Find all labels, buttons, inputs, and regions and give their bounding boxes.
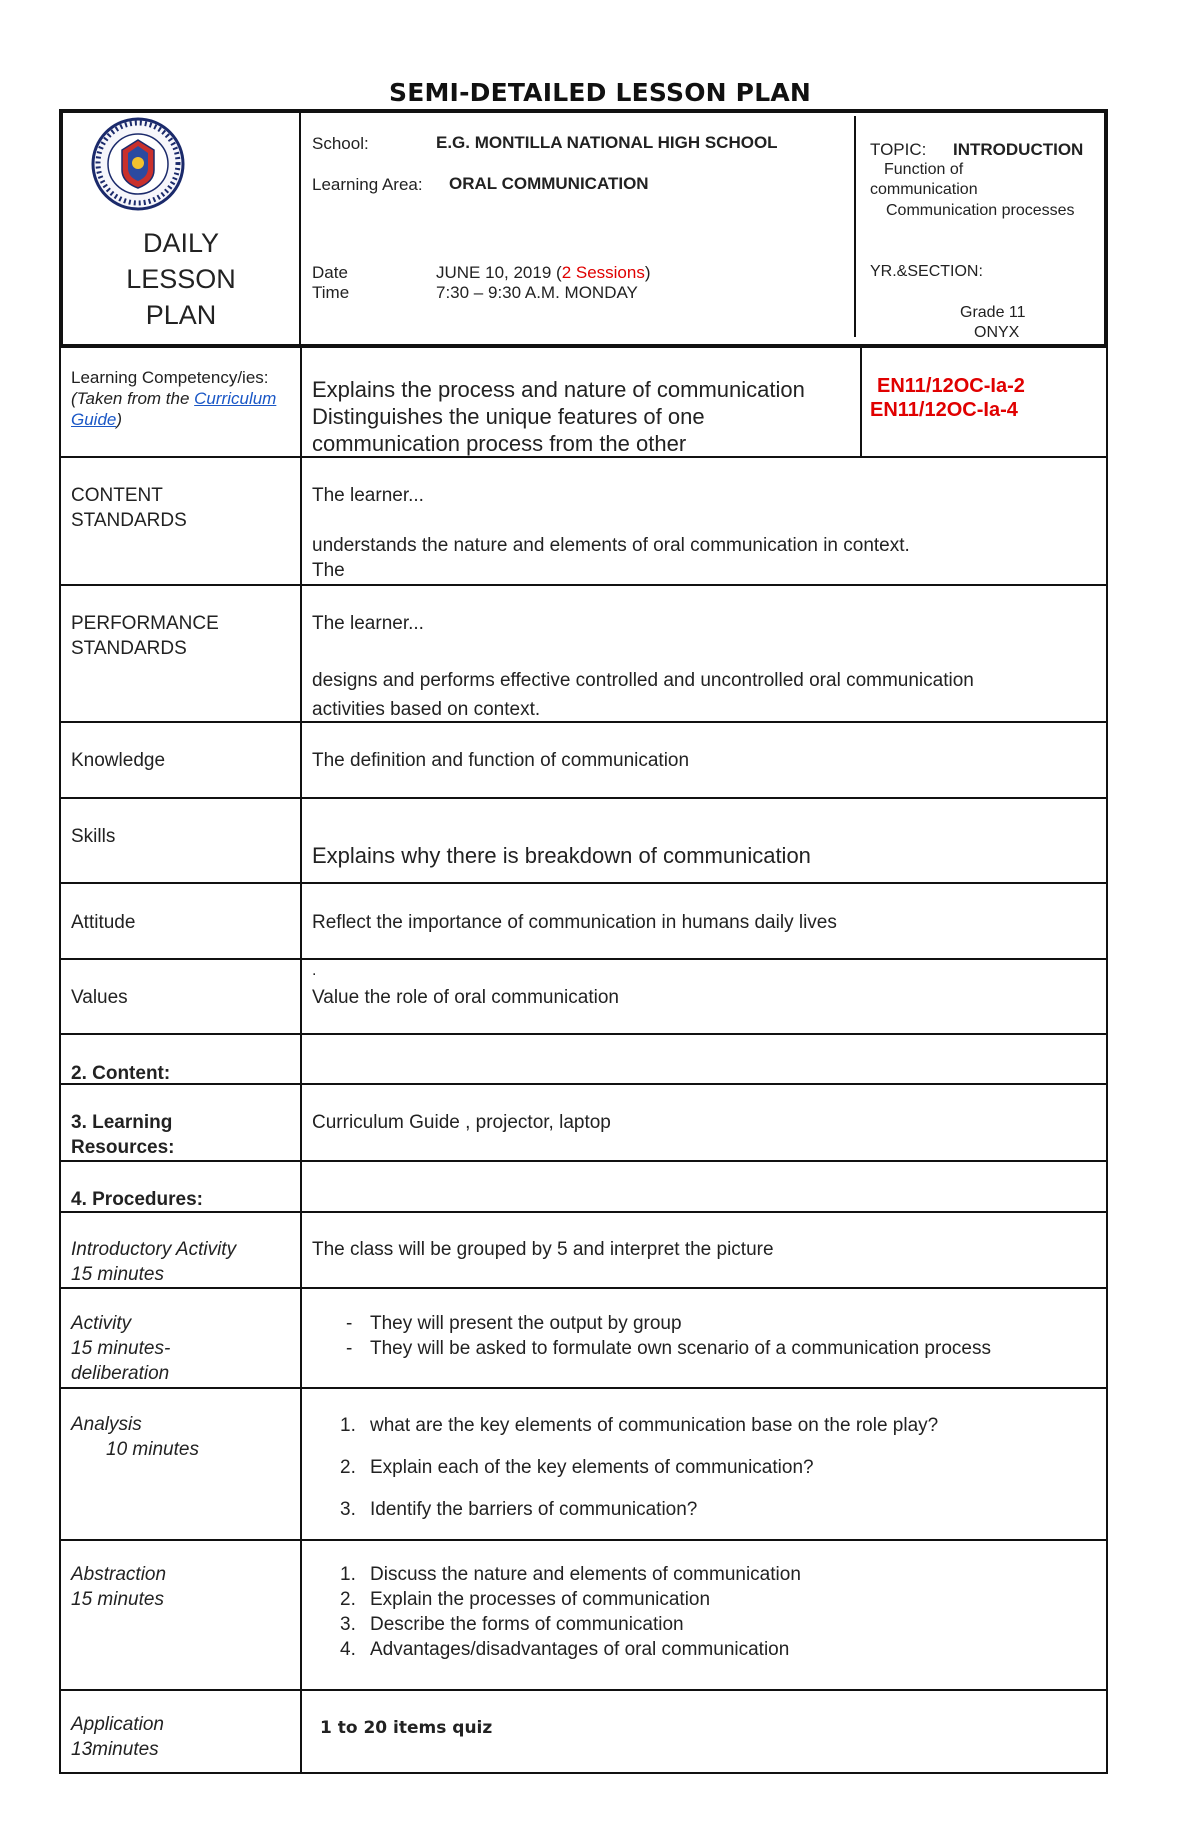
row-line (59, 1033, 1108, 1035)
row-line (59, 1387, 1108, 1389)
resources-value: Curriculum Guide , projector, laptop (312, 1112, 611, 1133)
topic-value: INTRODUCTION (953, 140, 1084, 159)
date-value (436, 263, 651, 283)
time-value: 7:30 – 9:30 A.M. MONDAY (436, 283, 638, 302)
abstraction-label: Abstraction (71, 1564, 167, 1585)
abstraction-item-text: Describe the forms of communication (370, 1614, 684, 1635)
knowledge-value: The definition and function of communication (312, 750, 690, 771)
row-line (59, 797, 1108, 799)
competency-line-2: Distinguishes the unique features of one (312, 404, 705, 429)
competency-code-2: EN11/12OC-Ia-4 (870, 399, 1018, 421)
abstraction-item-text: Discuss the nature and elements of communication (370, 1564, 801, 1585)
analysis-time: 10 minutes (106, 1439, 199, 1460)
values-dot: . (312, 962, 317, 979)
row-line (59, 882, 1108, 884)
performance-standards-line-3: activities based on context. (312, 699, 541, 720)
activity-list (300, 1311, 1100, 1361)
introductory-value: The class will be grouped by 5 and interpret the picture (312, 1239, 774, 1260)
competency-line-3: communication process from the other (312, 431, 687, 456)
analysis-item-text: Explain each of the key elements of communication? (370, 1457, 814, 1478)
competency-label: Learning Competency/ies: (71, 368, 269, 387)
activity-item-text: They will be asked to formulate own scenario of a communication process (370, 1338, 991, 1359)
abstraction-time: 15 minutes (71, 1589, 164, 1610)
row-line (59, 1160, 1108, 1162)
row-line (59, 721, 1108, 723)
grade-value: Grade 11 (960, 304, 1026, 321)
section-value: ONYX (974, 324, 1020, 341)
learning-area-label: Learning Area: (312, 175, 423, 194)
page-title: SEMI-DETAILED LESSON PLAN (389, 78, 811, 107)
header-divider-2 (854, 116, 856, 337)
competency-sub-suffix: ) (116, 410, 123, 429)
competency-sub-prefix: (Taken from the (71, 389, 195, 408)
resources-label-2: Resources: (71, 1137, 175, 1158)
activity-time-1: 15 minutes- (71, 1338, 171, 1359)
row-line (59, 1211, 1108, 1213)
row-line (59, 958, 1108, 960)
row-line (59, 1083, 1108, 1085)
list-item: 1. what are the key elements of communication base on the role play? (340, 1415, 939, 1436)
performance-standards-label-2: STANDARDS (71, 638, 187, 659)
application-value: 1 to 20 items quiz (320, 1718, 493, 1738)
analysis-item-text: what are the key elements of communication base on the role play? (370, 1415, 939, 1436)
content-standards-line-2: understands the nature and elements of oral communication in context. (312, 535, 910, 556)
knowledge-label: Knowledge (71, 750, 166, 771)
competency-sub-2 (71, 410, 122, 430)
table-left-border (59, 344, 61, 1774)
list-item: 1. Discuss the nature and elements of communication (340, 1564, 801, 1585)
topic-line-3: Communication processes (886, 202, 1075, 219)
introductory-time: 15 minutes (71, 1264, 164, 1285)
content-standards-line-1: The learner... (312, 485, 424, 506)
competency-code-divider (860, 348, 862, 458)
performance-standards-label-1: PERFORMANCE (71, 613, 219, 634)
topic-label: TOPIC: (870, 140, 927, 159)
competency-sub (71, 389, 276, 409)
content-standards-label-1: CONTENT (71, 485, 163, 506)
activity-time-2: deliberation (71, 1363, 170, 1384)
list-item: - They will present the output by group (346, 1313, 682, 1334)
daily-label: DAILY (142, 228, 220, 258)
abstraction-list (300, 1562, 1100, 1662)
lesson-label: LESSON (126, 264, 236, 294)
date-label: Date (312, 263, 348, 282)
performance-standards-line-2: designs and performs effective controlled and uncontrolled oral communication (312, 670, 974, 691)
list-item: - They will be asked to formulate own scenario of a communication process (346, 1338, 991, 1359)
analysis-label: Analysis (71, 1414, 142, 1435)
skills-value: Explains why there is breakdown of communication (312, 843, 811, 868)
skills-label: Skills (71, 826, 116, 847)
guide-link[interactable]: Guide (71, 410, 117, 429)
content-standards-line-3: The (312, 560, 345, 581)
activity-item-text: They will present the output by group (370, 1313, 682, 1334)
content-standards-label-2: STANDARDS (71, 510, 187, 531)
list-item: 2. Explain the processes of communication (340, 1589, 711, 1610)
list-item: 3. Describe the forms of communication (340, 1614, 684, 1635)
deped-seal-icon (90, 116, 186, 212)
school-value: E.G. MONTILLA NATIONAL HIGH SCHOOL (436, 133, 778, 152)
row-line (59, 1539, 1108, 1541)
daily-lesson-plan-label (63, 225, 299, 333)
attitude-label: Attitude (71, 912, 136, 933)
values-value: Value the role of oral communication (312, 987, 619, 1008)
list-item: 3. Identify the barriers of communication? (340, 1499, 698, 1520)
activity-label: Activity (71, 1313, 132, 1334)
list-item: 4. Advantages/disadvantages of oral communication (340, 1639, 790, 1660)
row-line (59, 1772, 1108, 1774)
section-label: YR.&SECTION: (870, 263, 983, 280)
table-right-border (1106, 344, 1108, 1774)
date-text: JUNE 10, 2019 ( (436, 263, 562, 282)
learning-area-value: ORAL COMMUNICATION (449, 174, 649, 193)
competency-code-1: EN11/12OC-Ia-2 (877, 375, 1025, 397)
header-bottom-border (59, 344, 1108, 348)
attitude-value: Reflect the importance of communication in humans daily lives (312, 912, 837, 933)
curriculum-link[interactable]: Curriculum (194, 389, 277, 408)
row-line (59, 1689, 1108, 1691)
application-label: Application (71, 1714, 164, 1735)
procedures-label: 4. Procedures: (71, 1189, 203, 1210)
abstraction-item-text: Explain the processes of communication (370, 1589, 711, 1610)
content-label: 2. Content: (71, 1063, 171, 1084)
header-right-border (1104, 109, 1108, 348)
date-close: ) (644, 263, 651, 282)
competency-line-1: Explains the process and nature of communication (312, 377, 805, 402)
topic-line-2: communication (870, 181, 978, 198)
sessions-text: 2 Sessions (561, 263, 645, 282)
performance-standards-line-1: The learner... (312, 613, 424, 634)
header-top-border (59, 109, 1108, 113)
introductory-label: Introductory Activity (71, 1239, 237, 1260)
list-item: 2. Explain each of the key elements of communication? (340, 1457, 814, 1478)
school-label: School: (312, 134, 369, 153)
abstraction-item-text: Advantages/disadvantages of oral communication (370, 1639, 790, 1660)
plan-label: PLAN (145, 300, 217, 330)
analysis-list (300, 1413, 1100, 1522)
row-line (59, 1287, 1108, 1289)
application-time: 13minutes (71, 1739, 159, 1760)
time-label: Time (312, 283, 350, 302)
topic-line-1: Function of (884, 161, 964, 178)
resources-label-1: 3. Learning (71, 1112, 173, 1133)
analysis-item-text: Identify the barriers of communication? (370, 1499, 698, 1520)
table-column-divider (300, 344, 302, 1774)
values-label: Values (71, 987, 128, 1008)
row-line (59, 584, 1108, 586)
header-divider-1 (299, 109, 301, 348)
